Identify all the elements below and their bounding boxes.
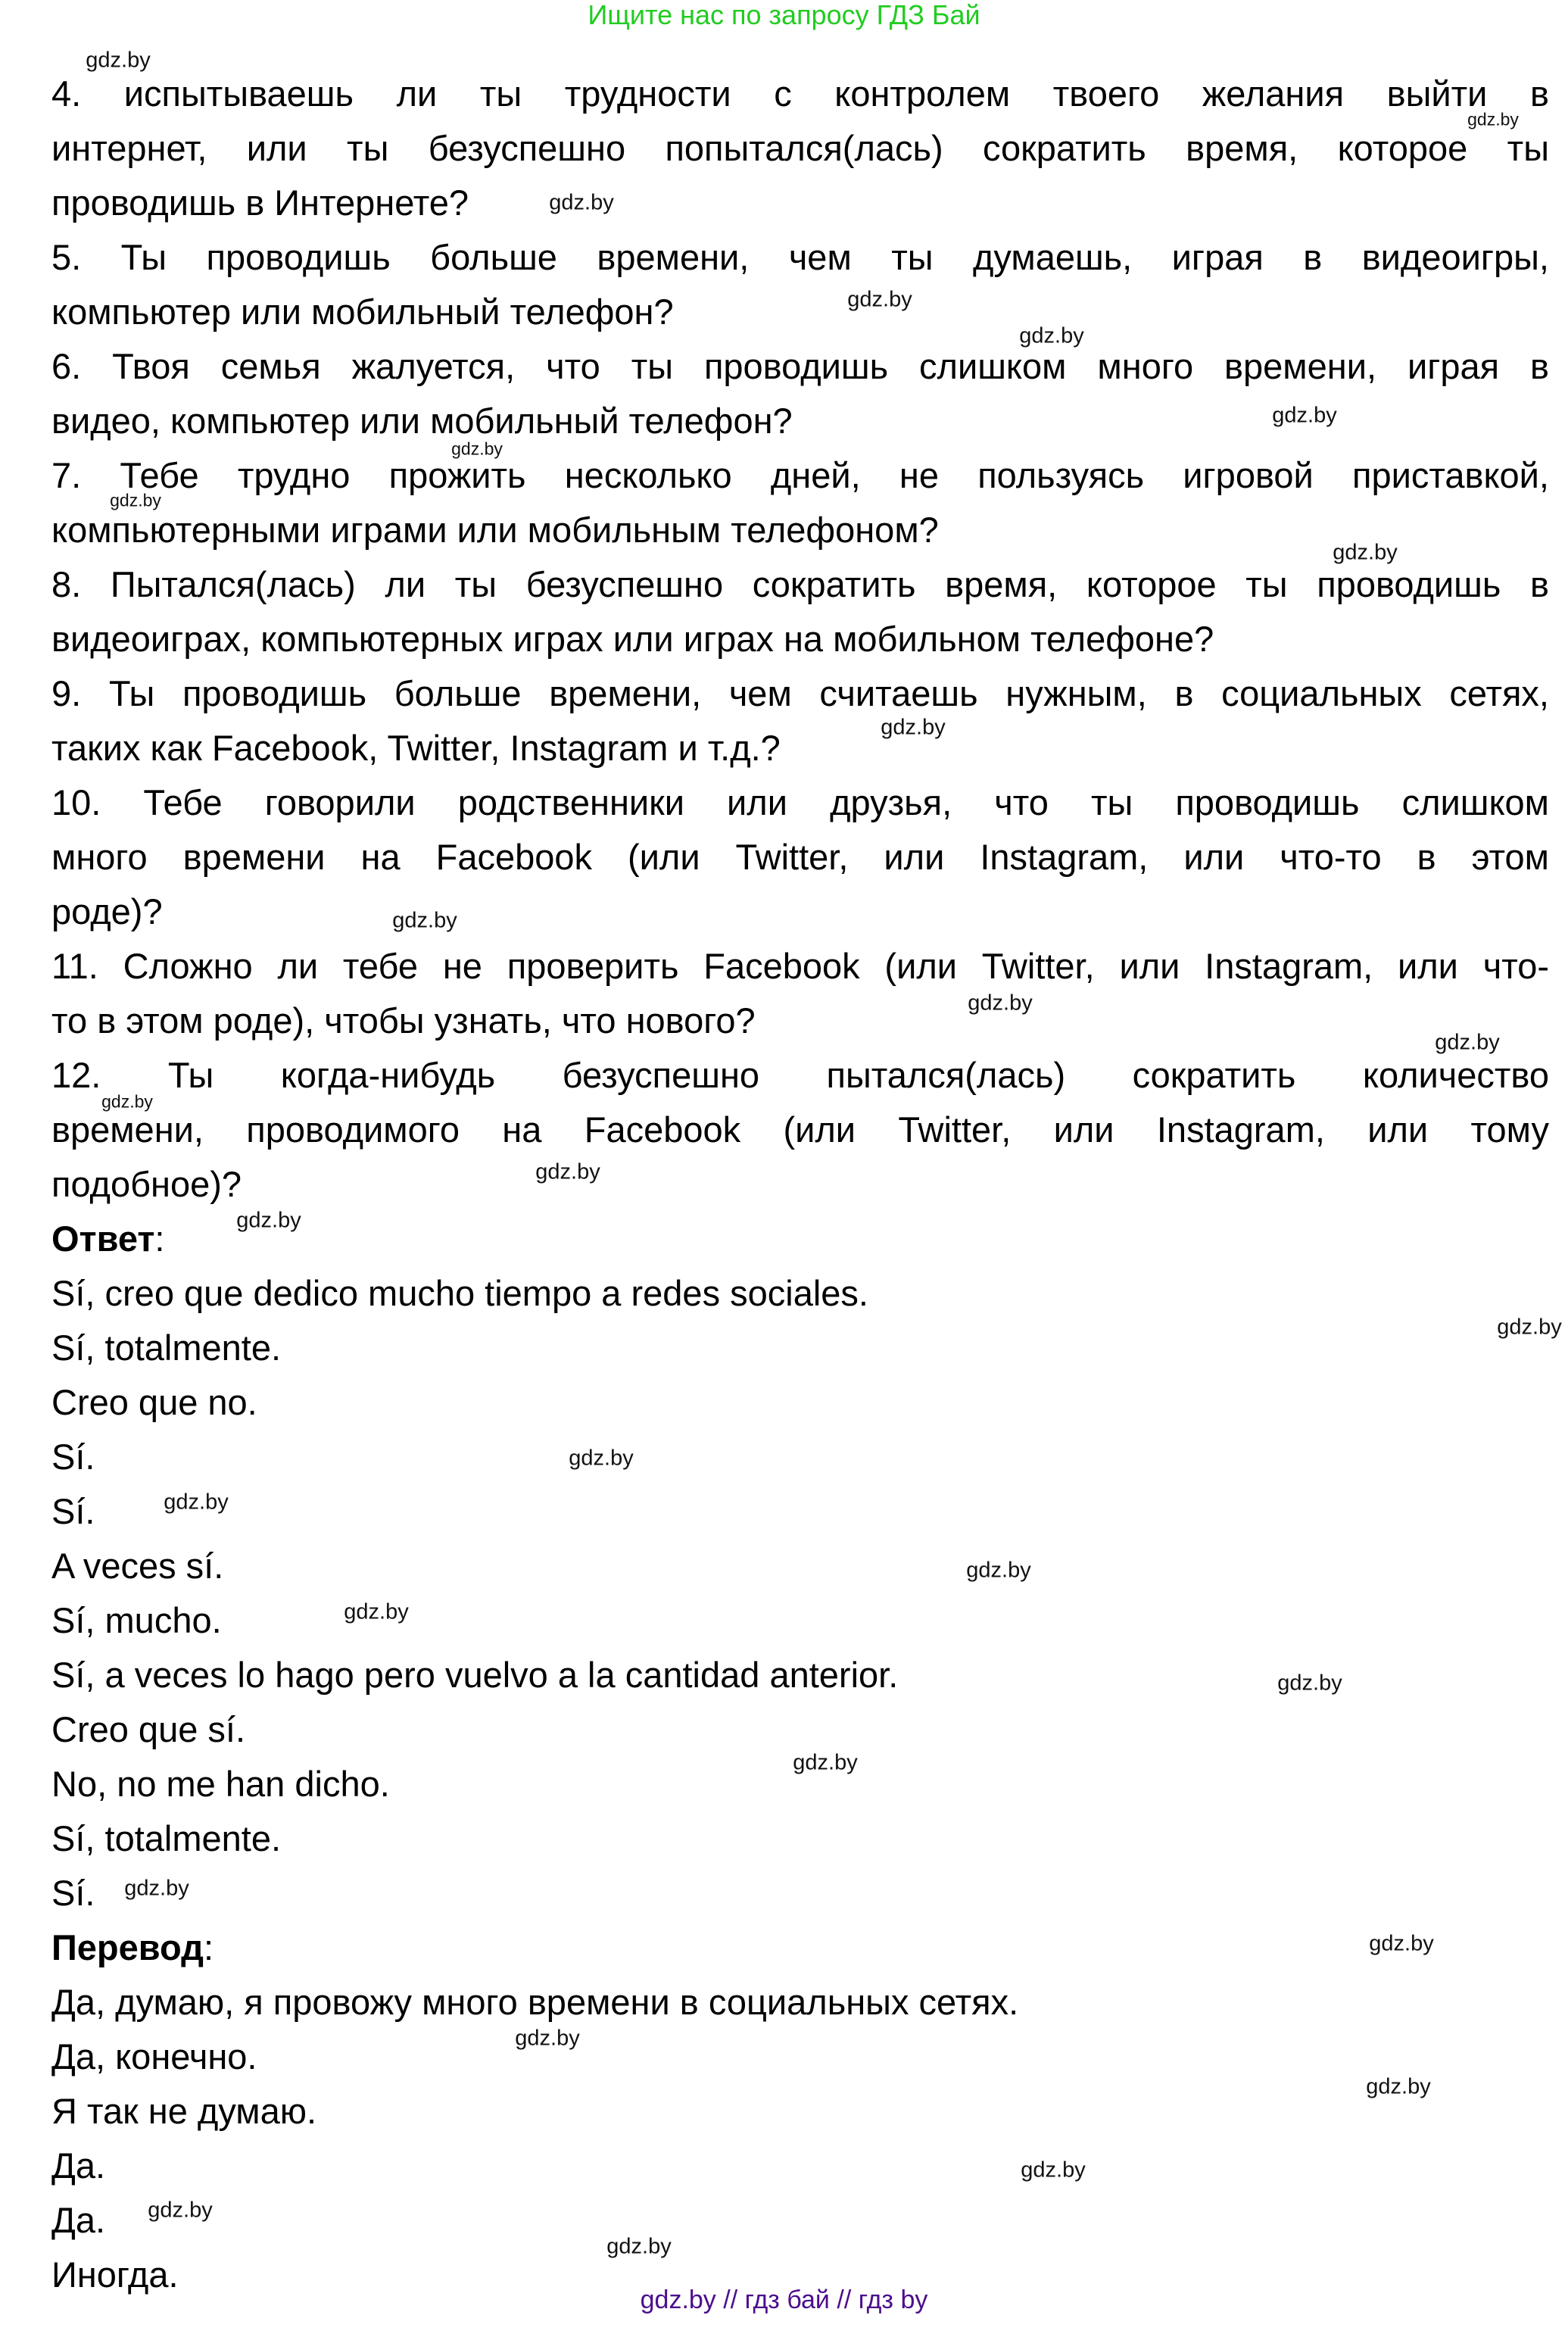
text-line	[51, 1866, 1549, 1920]
watermark: gdz.by	[1021, 2158, 1086, 2183]
line-text: Иногда.	[51, 2254, 179, 2295]
watermark: gdz.by	[968, 991, 1033, 1016]
line-text: 4. испытываешь ли ты трудности с контролем твоего желания выйти в	[51, 73, 1549, 114]
line-text: Да, думаю, я провожу много времени в социальных сетях.	[51, 1982, 1019, 2022]
text-line	[51, 2084, 1549, 2139]
line-text: Sí, creo que dedico mucho tiempo a redes sociales.	[51, 1273, 868, 1313]
watermark: gdz.by	[148, 2198, 213, 2223]
text-line	[51, 339, 1549, 394]
text-line	[51, 1321, 1549, 1375]
text-line	[51, 612, 1549, 666]
text-line	[51, 1103, 1549, 1157]
line-text: Да, конечно.	[51, 2036, 257, 2076]
watermark: gdz.by	[1277, 1671, 1342, 1696]
watermark: gdz.by	[86, 48, 151, 73]
line-text: 10. Тебе говорили родственники или друзья, что ты проводишь слишком	[51, 782, 1549, 822]
watermark: gdz.by	[515, 2026, 580, 2051]
line-text: Да.	[51, 2145, 106, 2186]
watermark: gdz.by	[344, 1599, 409, 1624]
watermark: gdz.by	[966, 1558, 1031, 1583]
line-text: компьютерными играми или мобильным телефоном?	[51, 510, 939, 550]
text-line	[51, 1539, 1549, 1593]
watermark: gdz.by	[1497, 1315, 1562, 1340]
watermark: gdz.by	[535, 1159, 600, 1184]
line-text: Sí.	[51, 1437, 95, 1477]
watermark: gdz.by	[606, 2234, 672, 2259]
line-text: проводишь в Интернете?	[51, 183, 469, 223]
line-text: роде)?	[51, 891, 163, 931]
line-text: 9. Ты проводишь больше времени, чем считаешь нужным, в социальных сетях,	[51, 673, 1549, 713]
watermark: gdz.by	[1272, 403, 1337, 428]
line-text: Sí, a veces lo hago pero vuelvo a la cantidad anterior.	[51, 1655, 899, 1695]
line-text: времени, проводимого на Facebook (или Twitter, или Instagram, или тому	[51, 1109, 1549, 1150]
line-text: видеоиграх, компьютерных играх или играх на мобильном телефоне?	[51, 619, 1214, 659]
text-line	[51, 721, 1549, 775]
line-text: Sí.	[51, 1491, 95, 1531]
watermark: gdz.by	[110, 490, 161, 510]
line-text: 12. Ты когда-нибудь безуспешно пытался(лась) сократить количество	[51, 1055, 1549, 1095]
line-text: то в этом роде), чтобы узнать, что нового?	[51, 1000, 756, 1041]
line-text: 8. Пытался(лась) ли ты безуспешно сократить время, которое ты проводишь в	[51, 564, 1549, 604]
footer-links[interactable]: gdz.by // гдз бай // гдз by	[640, 2286, 928, 2314]
line-text: компьютер или мобильный телефон?	[51, 292, 674, 332]
line-text: Sí.	[51, 1873, 95, 1913]
text-line	[51, 1048, 1549, 1103]
text-line	[51, 1593, 1549, 1648]
line-text: Creo que sí.	[51, 1709, 246, 1749]
text-line	[51, 1266, 1549, 1321]
text-line	[51, 885, 1549, 939]
text-line	[51, 2193, 1549, 2248]
line-text: 6. Твоя семья жалуется, что ты проводишь слишком много времени, играя в	[51, 346, 1549, 386]
text-line	[51, 2030, 1549, 2084]
watermark: gdz.by	[569, 1446, 634, 1471]
text-line	[51, 830, 1549, 885]
text-line	[51, 176, 1549, 230]
line-text: Sí, totalmente.	[51, 1328, 282, 1368]
text-line	[51, 285, 1549, 339]
section-heading	[51, 1920, 1549, 1975]
line-text: подобное)?	[51, 1164, 242, 1204]
text-line	[51, 67, 1549, 121]
line-text: интернет, или ты безуспешно попытался(лась) сократить время, которое ты	[51, 128, 1549, 168]
text-line	[51, 1702, 1549, 1757]
search-hint-banner: Ищите нас по запросу ГДЗ Бай	[588, 0, 980, 30]
text-line	[51, 1811, 1549, 1866]
watermark: gdz.by	[164, 1490, 229, 1515]
watermark: gdz.by	[236, 1208, 301, 1233]
line-text: Sí, mucho.	[51, 1600, 222, 1640]
line-text: таких как Facebook, Twitter, Instagram и т.д.?	[51, 728, 781, 768]
watermark: gdz.by	[1435, 1030, 1500, 1055]
watermark: gdz.by	[124, 1876, 189, 1901]
text-line	[51, 1975, 1549, 2030]
watermark: gdz.by	[1333, 540, 1398, 565]
text-line	[51, 1430, 1549, 1484]
text-line	[51, 939, 1549, 994]
watermark: gdz.by	[847, 287, 912, 312]
watermark: gdz.by	[101, 1091, 153, 1112]
watermark: gdz.by	[793, 1750, 858, 1775]
text-line	[51, 230, 1549, 285]
line-text: :	[154, 1218, 165, 1259]
document-body	[51, 67, 1549, 2302]
text-line	[51, 1375, 1549, 1430]
text-line	[51, 121, 1549, 176]
text-line	[51, 1157, 1549, 1212]
text-line	[51, 666, 1549, 721]
watermark: gdz.by	[451, 438, 503, 459]
watermark: gdz.by	[1369, 1931, 1434, 1956]
text-line	[51, 775, 1549, 830]
line-text: No, no me han dicho.	[51, 1764, 390, 1804]
line-text: Да.	[51, 2200, 106, 2240]
line-text: 11. Сложно ли тебе не проверить Facebook (или Twitter, или Instagram, или что-	[51, 946, 1549, 986]
line-text: 5. Ты проводишь больше времени, чем ты думаешь, играя в видеоигры,	[51, 237, 1549, 277]
watermark: gdz.by	[881, 715, 946, 740]
line-text: A veces sí.	[51, 1546, 224, 1586]
line-text: :	[203, 1927, 214, 1967]
watermark: gdz.by	[549, 190, 614, 215]
text-line	[51, 448, 1549, 503]
section-label: Перевод	[51, 1927, 204, 1967]
line-text: Я так не думаю.	[51, 2091, 317, 2131]
line-text: 7. Тебе трудно прожить несколько дней, не пользуясь игровой приставкой,	[51, 455, 1549, 495]
text-line	[51, 1484, 1549, 1539]
line-text: Sí, totalmente.	[51, 1818, 282, 1858]
section-label: Ответ	[51, 1218, 155, 1259]
text-line	[51, 2139, 1549, 2193]
line-text: много времени на Facebook (или Twitter, или Instagram, или что-то в этом	[51, 837, 1549, 877]
text-line	[51, 994, 1549, 1048]
watermark: gdz.by	[1019, 323, 1084, 348]
text-line	[51, 557, 1549, 612]
line-text: Creo que no.	[51, 1382, 257, 1422]
watermark: gdz.by	[1467, 109, 1519, 129]
watermark: gdz.by	[392, 908, 457, 933]
text-line	[51, 503, 1549, 557]
line-text: видео, компьютер или мобильный телефон?	[51, 401, 793, 441]
watermark: gdz.by	[1366, 2074, 1431, 2099]
